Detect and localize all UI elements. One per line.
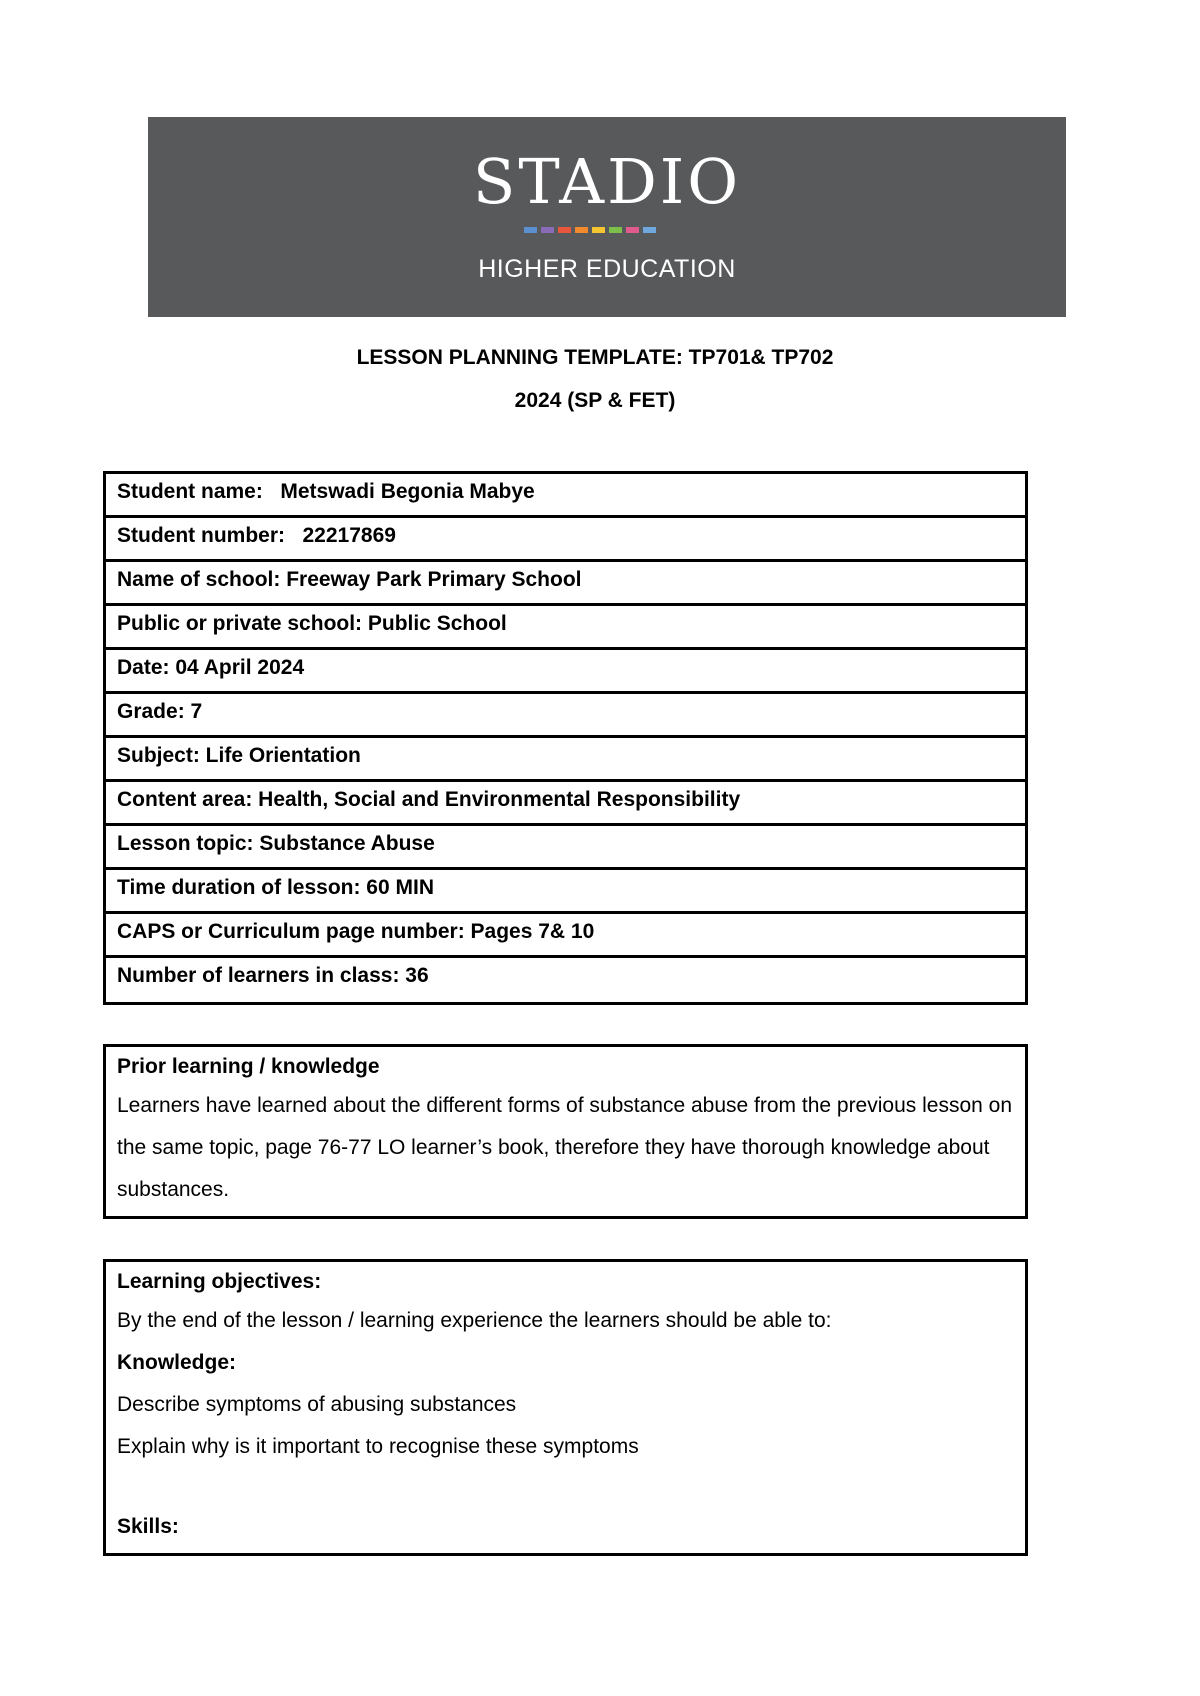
info-row-content-area: Content area: Health, Social and Environmental Responsibility xyxy=(106,782,1025,826)
color-strip-segment xyxy=(626,227,639,233)
color-strip-segment xyxy=(592,227,605,233)
info-row-student-number: Student number: 22217869 xyxy=(106,518,1025,562)
prior-learning-heading: Prior learning / knowledge xyxy=(117,1055,380,1078)
info-row-caps-page: CAPS or Curriculum page number: Pages 7& 10 xyxy=(106,914,1025,958)
info-row-learner-count: Number of learners in class: 36 xyxy=(117,964,429,987)
color-strip-segment xyxy=(609,227,622,233)
color-strip-segment xyxy=(524,227,537,233)
info-row-school-type: Public or private school: Public School xyxy=(106,606,1025,650)
color-strip-segment xyxy=(558,227,571,233)
info-row-grade: Grade: 7 xyxy=(106,694,1025,738)
objectives-heading: Learning objectives: xyxy=(117,1270,322,1293)
info-row-duration: Time duration of lesson: 60 MIN xyxy=(106,870,1025,914)
prior-learning-body: Learners have learned about the different forms of substance abuse from the previous lesson on the same topic, page 76-77 LO learner’s book, therefore they have thorough knowledge about substances. xyxy=(117,1094,1012,1201)
document-subtitle: 2024 (SP & FET) xyxy=(514,389,676,412)
brand-color-strip xyxy=(524,227,656,233)
objectives-intro: By the end of the lesson / learning experience the learners should be able to: xyxy=(117,1309,832,1332)
knowledge-item: Describe symptoms of abusing substances xyxy=(117,1393,517,1416)
knowledge-heading: Knowledge: xyxy=(117,1351,236,1374)
info-row-date: Date: 04 April 2024 xyxy=(106,650,1025,694)
skills-heading: Skills: xyxy=(117,1515,179,1538)
brand-logo-text: STADIO xyxy=(472,145,742,218)
institution-banner xyxy=(148,117,1066,317)
spacer xyxy=(117,1468,1014,1506)
info-row-school-name: Name of school: Freeway Park Primary School xyxy=(106,562,1025,606)
learning-objectives-box xyxy=(103,1259,1028,1556)
student-info-table xyxy=(103,471,1028,1005)
color-strip-segment xyxy=(541,227,554,233)
color-strip-segment xyxy=(575,227,588,233)
info-row-lesson-topic: Lesson topic: Substance Abuse xyxy=(106,826,1025,870)
color-strip-segment xyxy=(643,227,656,233)
knowledge-item: Explain why is it important to recognise these symptoms xyxy=(117,1435,639,1458)
info-row-subject: Subject: Life Orientation xyxy=(106,738,1025,782)
info-row-student-name: Student name: Metswadi Begonia Mabye xyxy=(106,474,1025,518)
prior-learning-box xyxy=(103,1044,1028,1219)
brand-subtitle: HIGHER EDUCATION xyxy=(478,255,736,283)
document-title: LESSON PLANNING TEMPLATE: TP701& TP702 xyxy=(356,346,834,369)
